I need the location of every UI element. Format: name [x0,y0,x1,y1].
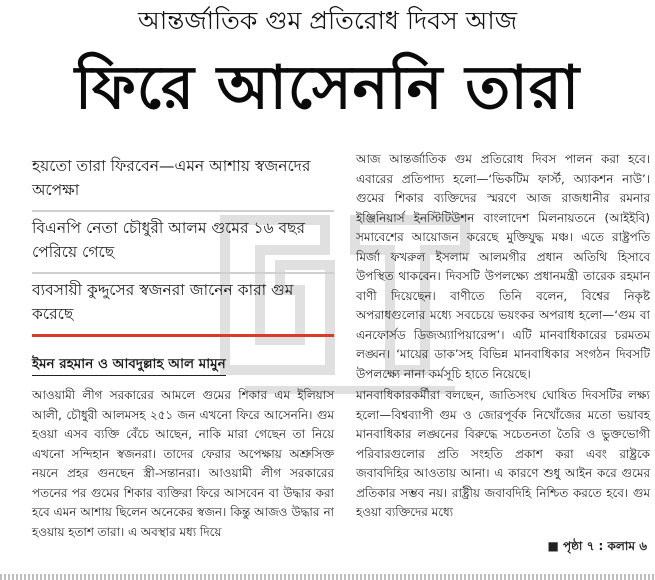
kicker: আন্তর্জাতিক গুম প্রতিরোধ দিবস আজ [137,6,518,35]
teaser-3[interactable]: ব্যবসায়ী কুদ্দুসের স্বজনরা জানেন কারা গুম করেছে [32,274,334,337]
byline: ইমন রহমান ও আবদুল্লাহ আল মামুন [32,354,226,376]
headline: ফিরে আসেননি তারা [74,53,581,123]
right-body-text [356,150,650,523]
teaser-1[interactable]: হয়তো তারা ফিরবেন—এমন আশায় স্বজনদের অপেক্ষা [32,150,334,212]
continuation-marker[interactable]: ■ পৃষ্ঠা ৭ : কলাম ৬ [547,539,647,553]
left-body-text [32,386,334,542]
right-body-paragraph-2: মানবাধিকারকর্মীরা বলছেন, জাতিসংঘ ঘোষিত দিবসটির লক্ষ্য হলো—বিশ্বব্যাপী গুম ও জোরপূর্বক নিখোঁজের মতো ভয়াবহ মানবাধিকার লঙ্ঘনের বিরুদ্ধে সচেতনতা তৈরি ও ভুক্তভোগী পরিবারগুলোর প্রতি সংহতি প্রকাশ করা এবং রাষ্ট্রকে জবাবদিহির আওতায় আনা। এ কারণে শুধু আইন করে গুমের প্রতিকার সম্ভব নয়। রাষ্ট্রীয় জবাবদিহি নিশ্চিত করতে হবে। গুম হওয়া ব্যক্তিদের মধ্যে [356,388,650,519]
teaser-2[interactable]: বিএনপি নেতা চৌধুরী আলম গুমের ১৬ বছর পেরিয়ে গেছে [32,212,334,274]
right-body-paragraph-1: আজ আন্তর্জাতিক গুম প্রতিরোধ দিবস পালন করা হবে। এবারের প্রতিপাদ্য হলো—‘ভিকটিম ফার্স্ট, অ্যাকশন নাউ’। গুমের শিকার ব্যক্তিদের স্মরণে আজ রাজধানীর রমনার ইঞ্জিনিয়ার্স ইনস্টিটিউশন বাংলাদেশ মিলনায়তনে (আইইবি) সমাবেশের আয়োজন করেছে মুক্তিযুদ্ধ মঞ্চ। এতে রাষ্ট্রপতি মির্জা ফখরুল ইসলাম আলমগীর প্রধান অতিথি হিসাবে উপস্থিত থাকবেন। দিবসটি উপলক্ষ্যে প্রধানমন্ত্রী তারেক রহমান বাণী দিয়েছেন। বাণীতে তিনি বলেন, বিশ্বের নিকৃষ্ট অপরাধগুলোর মধ্যে সবচেয়ে ভয়ংকর অপরাধ হলো—‘গুম বা এনফোর্সড ডিজঅ্যাপিয়ারেন্স’। এটি মানবাধিকারের চরমতম লঙ্ঘন। ‘মায়ের ডাক’সহ বিভিন্ন মানবাধিকার সংগঠন দিবসটি উপলক্ষ্যে নানা কর্মসূচি হাতে নিয়েছে। [356,152,650,381]
left-column [32,150,334,544]
left-body-paragraph: আওয়ামী লীগ সরকারের আমলে গুমের শিকার এম ইলিয়াস আলী, চৌধুরী আলমসহ ২৫১ জন এখনো ফিরে আসেননি। গুম হওয়া এসব ব্যক্তি বেঁচে আছেন, নাকি মারা গেছেন তা নিয়ে এখনো সন্দিহান স্বজনরা। তাদের ফেরার অপেক্ষায় অশ্রুসিক্ত নয়নে প্রহর গুনছেন স্ত্রী-সন্তানরা। আওয়ামী লীগ সরকারের পতনের পর গুমের শিকার ব্যক্তিরা ফিরে আসবেন বা উদ্ধার করা হবে এমন আশায় ছিলেন অনেকের স্বজন। কিন্তু আজও উদ্ধার না হওয়ায় হতাশ তারা। এ অবস্থার মধ্য দিয়ে [32,388,334,539]
right-column [356,150,650,525]
bottom-rule [0,574,655,580]
